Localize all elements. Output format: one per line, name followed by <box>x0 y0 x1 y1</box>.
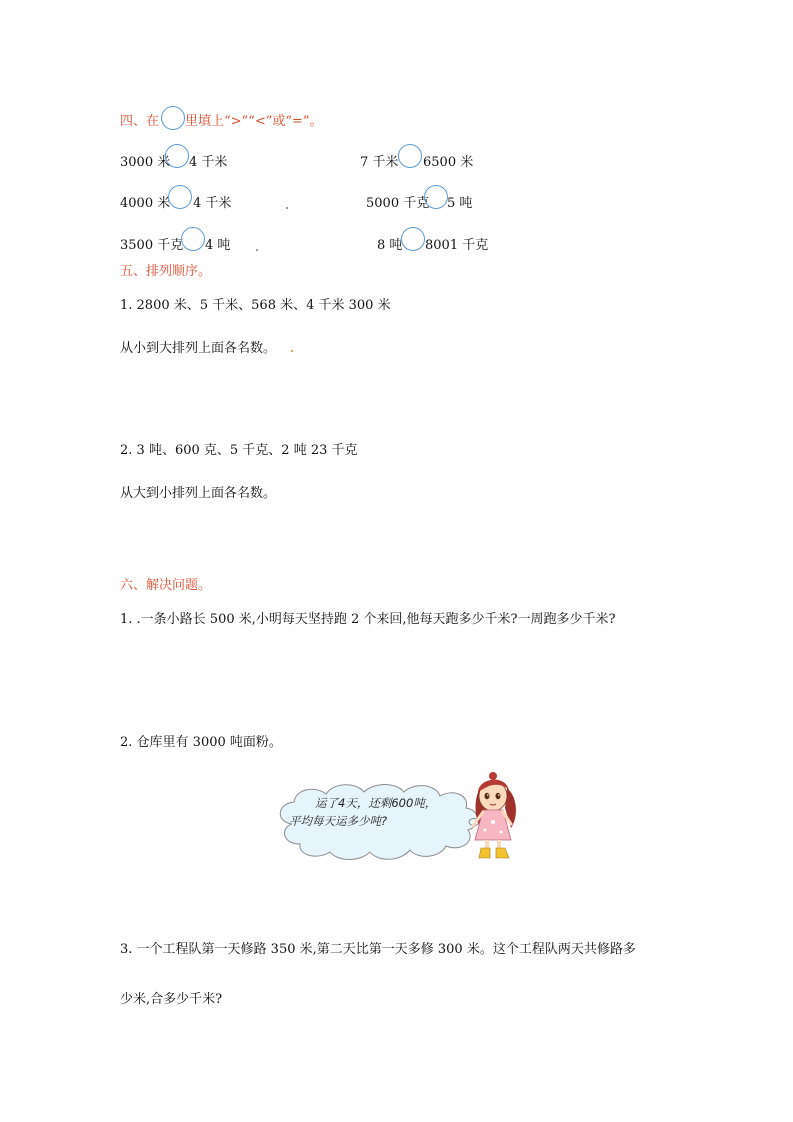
row3-left-a: 3500 千克 <box>120 238 184 253</box>
section-5-question-2: 2. 3 吨、600 克、5 千克、2 吨 23 千克 <box>120 443 358 458</box>
stray-dot <box>256 249 258 251</box>
stray-mark <box>291 350 293 352</box>
compare-circle-example <box>161 106 185 130</box>
section-6-question-3-line-2: 少米,合多少千米? <box>120 992 223 1007</box>
section-6-heading: 六、解决问题。 <box>120 578 212 593</box>
section-5-question-1: 1. 2800 米、5 千米、568 米、4 千米 300 米 <box>120 298 391 313</box>
section-4-heading-end: 里填上“>”“<”或“=”。 <box>185 114 323 129</box>
row3-right-a: 8 吨 <box>377 238 403 253</box>
section-6-question-3-line-1: 3. 一个工程队第一天修路 350 米,第二天比第一天多修 300 米。这个工程队两天共修路多 <box>120 942 636 957</box>
section-4-heading-start: 四、在 <box>120 114 160 129</box>
row1-right-a: 7 千米 <box>360 155 399 170</box>
bubble-line-1: 运了4天，还剩600吨， <box>315 796 437 810</box>
section-5-instruction-1: 从小到大排列上面各名数。 <box>120 341 277 356</box>
row1-left-b: 4 千米 <box>189 155 228 170</box>
row3-right-b: 8001 千克 <box>425 238 489 253</box>
compare-circle-row3-right[interactable] <box>401 227 425 251</box>
section-6-question-1: 1. .一条小路长 500 米,小明每天坚持跑 2 个来回,他每天跑多少千米?一周跑多少千米? <box>120 612 616 627</box>
row1-right-b: 6500 米 <box>423 155 474 170</box>
compare-circle-row3-left[interactable] <box>181 227 205 251</box>
girl-cartoon-icon <box>465 772 525 862</box>
compare-circle-row2-left[interactable] <box>168 185 192 209</box>
compare-circle-row1-right[interactable] <box>398 144 422 168</box>
row3-left-b: 4 吨 <box>205 238 231 253</box>
bubble-line-2: 平均每天运多少吨? <box>289 814 388 828</box>
row2-left-b: 4 千米 <box>193 196 232 211</box>
stray-dot <box>286 207 288 209</box>
section-4-heading <box>120 114 323 130</box>
row2-right-a: 5000 千克 <box>366 196 430 211</box>
compare-circle-row1-left[interactable] <box>165 144 189 168</box>
row2-right-b: 5 吨 <box>447 196 473 211</box>
section-5-instruction-2: 从大到小排列上面各名数。 <box>120 486 277 501</box>
section-5-heading: 五、排列顺序。 <box>120 264 212 279</box>
compare-circle-row2-right[interactable] <box>424 185 448 209</box>
row2-left-a: 4000 米 <box>120 196 171 211</box>
row1-left-a: 3000 米 <box>120 155 171 170</box>
section-6-question-2: 2. 仓库里有 3000 吨面粉。 <box>120 735 282 750</box>
